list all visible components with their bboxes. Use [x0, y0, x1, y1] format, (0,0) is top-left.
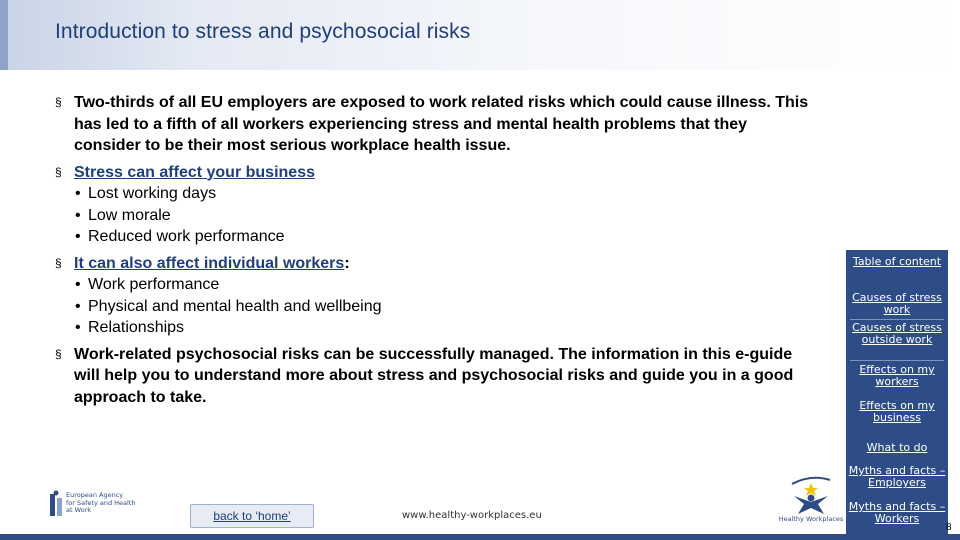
sub-text: Reduced work performance — [88, 228, 285, 245]
sub-text: Work performance — [88, 276, 220, 293]
eu-osha-emblem-icon — [48, 490, 64, 520]
footer-bar — [0, 534, 846, 540]
sub-marker: • — [75, 185, 81, 202]
business-link[interactable]: Stress can affect your business — [74, 163, 315, 181]
sub-text: Relationships — [88, 319, 185, 336]
back-to-home-button[interactable]: back to ‘home’ — [190, 504, 314, 528]
page-number: 8 — [946, 522, 952, 533]
bullet-item — [55, 162, 815, 184]
sub-text: Physical and mental health and wellbeing — [88, 297, 382, 315]
sub-marker: • — [75, 297, 81, 315]
logo-line: at Work — [66, 506, 92, 514]
sub-marker: • — [75, 228, 81, 245]
bullet-suffix: : — [344, 254, 350, 272]
bullet-text: Two-thirds of all EU employers are exposed to work related risks which could cause illness. This has led to a fifth of all workers experiencing stress and mental health problems that they consider to be their most serious workplace health issue. — [74, 94, 809, 154]
nav-table-of-content[interactable]: Table of content — [852, 255, 942, 268]
nav-effects-on-my-business[interactable]: Effects on my business — [859, 399, 935, 424]
nav-what-to-do[interactable]: What to do — [866, 441, 928, 454]
sub-text: Low morale — [88, 206, 171, 224]
sub-text: Lost working days — [88, 185, 217, 202]
nav-divider — [850, 319, 944, 320]
sub-marker: • — [75, 276, 81, 293]
sub-item — [55, 274, 815, 296]
bullet-item — [55, 253, 815, 275]
healthy-workplaces-figure-icon — [778, 470, 844, 516]
nav-myths-facts-employers[interactable]: Myths and facts – Employers — [848, 464, 946, 489]
bullet-marker: § — [55, 95, 62, 109]
healthy-workplaces-logo-text: Healthy Workplaces — [778, 515, 844, 523]
bullet-marker: § — [55, 346, 62, 361]
sub-marker: • — [75, 319, 81, 336]
sub-item — [55, 226, 815, 248]
bullet-marker: § — [55, 164, 62, 179]
footer-bar-right — [948, 534, 960, 540]
header-band — [0, 0, 960, 70]
nav-effects-on-my-workers[interactable]: Effects on my workers — [859, 363, 935, 388]
nav-myths-facts-workers[interactable]: Myths and facts – Workers — [848, 500, 946, 525]
nav-causes-of-stress-outside-work[interactable]: Causes of stress outside work — [852, 321, 942, 346]
logo-line: for Safety and Health — [66, 498, 136, 507]
bullet-item — [55, 344, 815, 409]
eu-osha-logo-text — [66, 492, 136, 515]
sub-marker: • — [75, 206, 81, 224]
main-content — [55, 92, 815, 408]
bullet-item — [55, 92, 815, 157]
nav-causes-of-stress-work[interactable]: Causes of stress work — [852, 291, 942, 316]
page-title: Introduction to stress and psychosocial risks — [55, 20, 471, 43]
sub-item — [55, 205, 815, 227]
eu-osha-logo — [48, 490, 158, 524]
healthy-workplaces-logo — [778, 470, 844, 526]
bullet-marker: § — [55, 255, 62, 270]
bullet-text: Work-related psychosocial risks can be successfully managed. The information in this e-guide will help you to understand more about stress and psychosocial risks and guide you in a good approach to take. — [74, 345, 794, 406]
header-accent-strip — [0, 0, 8, 70]
side-navigation — [846, 250, 948, 540]
sub-item — [55, 317, 815, 339]
sub-item — [55, 296, 815, 318]
sub-item — [55, 183, 815, 205]
workers-link[interactable]: It can also affect individual workers — [74, 254, 345, 272]
footer-url[interactable]: www.healthy-workplaces.eu — [402, 510, 542, 521]
logo-line: European Agency — [66, 491, 124, 499]
nav-divider — [850, 360, 944, 361]
